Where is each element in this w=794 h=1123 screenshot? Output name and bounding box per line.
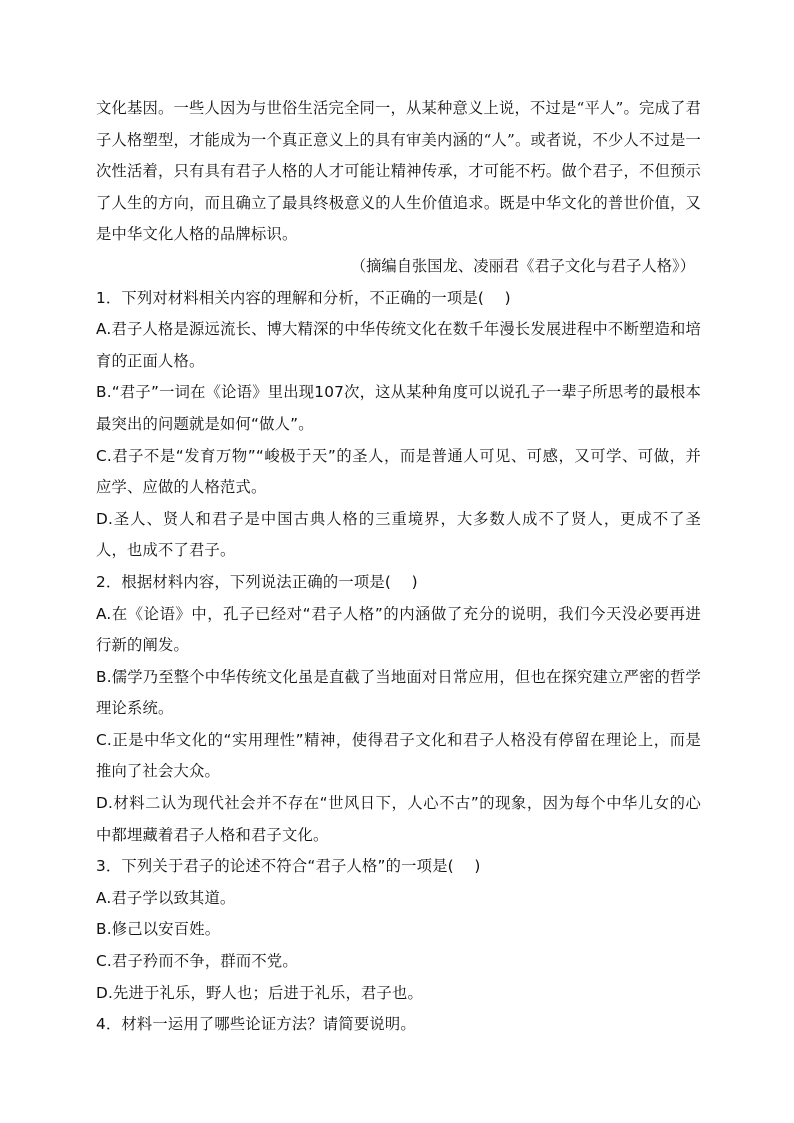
- option-d: D.圣人、贤人和君子是中国古典人格的三重境界，大多数人成不了贤人，更成不了圣人，也成不了君子。: [96, 509, 701, 560]
- passage-source: （摘编自张国龙、凌丽君《君子文化与君子人格》）: [350, 256, 695, 275]
- option-d: D.材料二认为现代社会并不存在“世风日下，人心不古”的现象，因为每个中华儿女的心中都埋藏着君子人格和君子文化。: [96, 794, 701, 844]
- question-4: [96, 1009, 701, 1041]
- option-c: C.君子矜而不争，群而不党。: [96, 952, 298, 971]
- question-stem: 3．下列关于君子的论述不符合“君子人格”的一项是( ): [96, 857, 481, 876]
- question-stem: 2．根据材料内容，下列说法正确的一项是( ): [96, 572, 418, 591]
- option-b: B.“君子”一词在《论语》里出现107次，这从某种角度可以说孔子一辈子所思考的最根本最突出的问题就是如何“做人”。: [96, 383, 701, 433]
- option-c: C.正是中华文化的“实用理性”精神，使得君子文化和君子人格没有停留在理论上，而是推向了社会大众。: [96, 730, 701, 781]
- option-a: A.君子学以致其道。: [96, 888, 236, 907]
- option-a: A.君子人格是源远流长、博大精深的中华传统文化在数千年漫长发展进程中不断塑造和培育的正面人格。: [96, 320, 701, 370]
- question-stem: 4．材料一运用了哪些论证方法？请简要说明。: [96, 1015, 416, 1034]
- question-stem: 1．下列对材料相关内容的理解和分析，不正确的一项是( ): [96, 288, 511, 307]
- option-b: B.儒学乃至整个中华传统文化虽是直截了当地面对日常应用，但也在探究建立严密的哲学理论系统。: [96, 667, 701, 718]
- question-1: [96, 283, 701, 567]
- option-a: A.在《论语》中，孔子已经对“君子人格”的内涵做了充分的说明，我们今天没必要再进行新的阐发。: [96, 604, 701, 655]
- question-3: [96, 851, 701, 1009]
- option-d: D.先进于礼乐，野人也；后进于礼乐，君子也。: [96, 983, 423, 1002]
- page-content: [96, 93, 701, 1041]
- option-b: B.修己以安百姓。: [96, 920, 221, 939]
- option-c: C.君子不是“发育万物”“峻极于天”的圣人，而是普通人可见、可感，又可学、可做，并应学、应做的人格范式。: [96, 446, 701, 497]
- passage-paragraph: 文化基因。一些人因为与世俗生活完全同一，从某种意义上说，不过是“平人”。完成了君子人格塑型，才能成为一个真正意义上的具有审美内涵的“人”。或者说，不少人不过是一次性活着，只有具有君子人格的人才可能让精神传承，才可能不朽。做个君子，不但预示了人生的方向，而且确立了最具终极意义的人生价值追求。既是中华文化的普世价值，又是中华文化人格的品牌标识。: [96, 99, 701, 244]
- question-2: [96, 567, 701, 851]
